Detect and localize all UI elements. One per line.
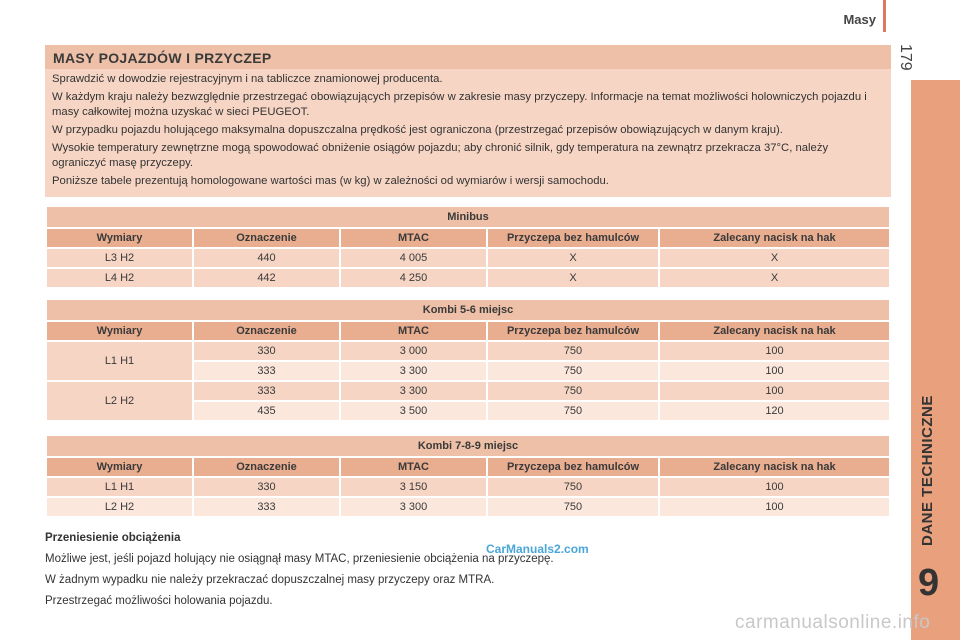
table-row (47, 478, 889, 496)
info-paragraph: W przypadku pojazdu holującego maksymalna dopuszczalna prędkość jest ograniczona (przestrzegać przepisów obowiązujących w danym kraju). (52, 124, 783, 136)
table-cell: L2 H2 (47, 498, 192, 516)
table-cell: X (660, 269, 889, 287)
table-cell: 333 (194, 382, 339, 400)
table-minibus (45, 205, 891, 289)
notes-line: Przestrzegać możliwości holowania pojazdu. (45, 595, 273, 607)
notes-heading: Przeniesienie obciążenia (45, 532, 181, 544)
info-box (45, 45, 891, 197)
table-cell: 333 (194, 362, 339, 380)
table-cell: 100 (660, 478, 889, 496)
table-cell: 3 150 (341, 478, 486, 496)
column-header: Wymiary (47, 322, 192, 340)
column-header: Oznaczenie (194, 229, 339, 247)
table-cell: 100 (660, 382, 889, 400)
column-header: Wymiary (47, 458, 192, 476)
table-cell: 750 (488, 402, 658, 420)
notes-line: W żadnym wypadku nie należy przekraczać dopuszczalnej masy przyczepy oraz MTRA. (45, 574, 495, 586)
table-row (47, 382, 889, 400)
table-cell: 330 (194, 478, 339, 496)
table-row (47, 498, 889, 516)
notes-line: Możliwe jest, jeśli pojazd holujący nie osiągnął masy MTAC, przeniesienie obciążenia na przyczepę. (45, 553, 554, 565)
table-cell: 3 000 (341, 342, 486, 360)
info-title: MASY POJAZDÓW I PRZYCZEP (53, 50, 272, 66)
table-cell: 100 (660, 498, 889, 516)
table-cell: 3 300 (341, 362, 486, 380)
chapter-sidebar (911, 80, 960, 640)
table-cell: 3 500 (341, 402, 486, 420)
table-caption: Kombi 7-8-9 miejsc (47, 436, 889, 456)
column-header: Przyczepa bez hamulców (488, 458, 658, 476)
table-cell: L2 H2 (47, 382, 192, 420)
info-paragraph: Poniższe tabele prezentują homologowane wartości mas (w kg) w zależności od wymiarów i wersji samochodu. (52, 175, 609, 187)
column-header: MTAC (341, 322, 486, 340)
table-cell: X (488, 269, 658, 287)
table-cell: X (488, 249, 658, 267)
table-cell: 440 (194, 249, 339, 267)
table-cell: 3 300 (341, 498, 486, 516)
table-caption: Kombi 5-6 miejsc (47, 300, 889, 320)
table-cell: 333 (194, 498, 339, 516)
column-header: Zalecany nacisk na hak (660, 229, 889, 247)
info-body (52, 72, 882, 192)
site-watermark: carmanualsonline.info (735, 612, 931, 633)
table-kombi-5-6 (45, 298, 891, 422)
column-header: Oznaczenie (194, 322, 339, 340)
column-header: Oznaczenie (194, 458, 339, 476)
table-caption: Minibus (47, 207, 889, 227)
info-paragraph: Wysokie temperatury zewnętrzne mogą spowodować obniżenie osiągów pojazdu; aby chronić silnik, gdy temperatura na zewnątrz przekracza 37°C, należy ograniczyć masę przyczepy. (52, 142, 829, 169)
table-cell: 3 300 (341, 382, 486, 400)
table-cell: 120 (660, 402, 889, 420)
column-header: MTAC (341, 458, 486, 476)
table-row (47, 269, 889, 287)
table-cell: 442 (194, 269, 339, 287)
column-header: Przyczepa bez hamulców (488, 322, 658, 340)
table-cell: 100 (660, 362, 889, 380)
table-cell: L3 H2 (47, 249, 192, 267)
column-header: Zalecany nacisk na hak (660, 322, 889, 340)
table-cell: 750 (488, 382, 658, 400)
table-row (47, 342, 889, 360)
notes (45, 528, 885, 612)
table-cell: X (660, 249, 889, 267)
column-header: Wymiary (47, 229, 192, 247)
section-title: Masy (843, 12, 876, 27)
table-cell: 435 (194, 402, 339, 420)
table-cell: 4 005 (341, 249, 486, 267)
info-paragraph: Sprawdzić w dowodzie rejestracyjnym i na tabliczce znamionowej producenta. (52, 73, 443, 85)
table-cell: 330 (194, 342, 339, 360)
table-kombi-7-8-9 (45, 434, 891, 518)
table-cell: 750 (488, 362, 658, 380)
column-header: MTAC (341, 229, 486, 247)
table-cell: 750 (488, 342, 658, 360)
table-cell: 4 250 (341, 269, 486, 287)
table-cell: L1 H1 (47, 342, 192, 380)
table-cell: 750 (488, 498, 658, 516)
column-header: Przyczepa bez hamulców (488, 229, 658, 247)
table-cell: 750 (488, 478, 658, 496)
table-cell: 100 (660, 342, 889, 360)
table-cell: L1 H1 (47, 478, 192, 496)
table-cell: L4 H2 (47, 269, 192, 287)
header-rule (883, 0, 886, 32)
column-header: Zalecany nacisk na hak (660, 458, 889, 476)
page-number: 179 (897, 44, 914, 71)
chapter-title: DANE TECHNICZNE (919, 395, 936, 546)
watermark: CarManuals2.com (486, 542, 589, 556)
table-row (47, 249, 889, 267)
info-paragraph: W każdym kraju należy bezwzględnie przestrzegać obowiązujących przepisów w zakresie masy przyczepy. Informacje na temat możliwości holowniczych pojazdu i masy całkowitej można uzyskać w sieci PEUGEOT. (52, 91, 867, 118)
chapter-number: 9 (918, 562, 940, 604)
